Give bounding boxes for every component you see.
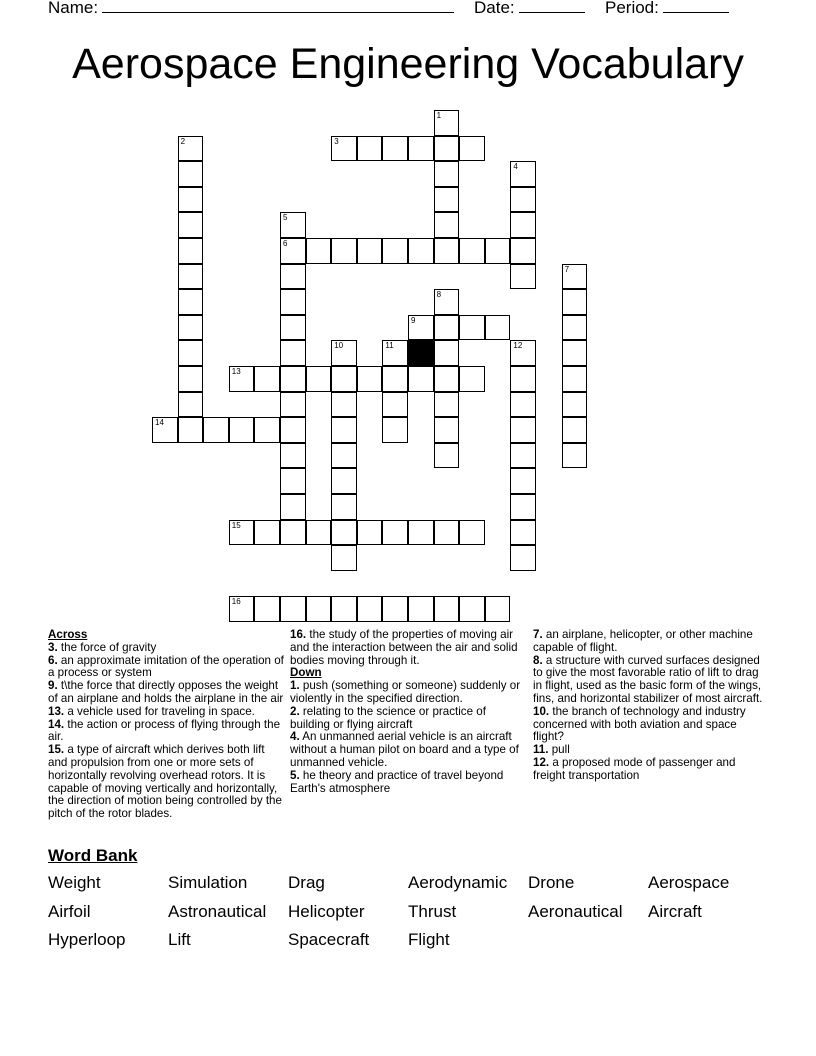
- grid-cell[interactable]: [331, 494, 357, 520]
- grid-cell[interactable]: [562, 264, 588, 290]
- grid-cell[interactable]: [331, 366, 357, 392]
- grid-cell[interactable]: [562, 340, 588, 366]
- cell-number: 2: [180, 136, 186, 146]
- grid-cell[interactable]: [229, 417, 255, 443]
- clue-down-8: 8. a structure with curved surfaces designed to give the most favorable ratio of lift to drag in flight, used as the basic form of the wings, fins, and horizontal stabilizer of most aircraft.: [533, 653, 763, 705]
- grid-cell[interactable]: [434, 520, 460, 546]
- grid-cell[interactable]: [254, 366, 280, 392]
- word-bank-item: Thrust: [408, 901, 457, 921]
- grid-cell[interactable]: [510, 520, 536, 546]
- cell-number: 15: [231, 520, 241, 530]
- grid-cell[interactable]: [280, 520, 306, 546]
- grid-cell[interactable]: [306, 520, 332, 546]
- clue-across-3: 3. the force of gravity: [48, 640, 157, 654]
- down-heading: Down: [290, 666, 322, 680]
- grid-cell[interactable]: [510, 443, 536, 469]
- grid-cell[interactable]: [510, 238, 536, 264]
- grid-cell[interactable]: [408, 520, 434, 546]
- grid-cell[interactable]: [178, 264, 204, 290]
- grid-cell[interactable]: [459, 315, 485, 341]
- cell-number: 4: [513, 162, 518, 172]
- cell-number: 3: [334, 136, 339, 146]
- grid-cell[interactable]: [562, 366, 588, 392]
- grid-cell[interactable]: [382, 417, 408, 443]
- cell-number: 12: [513, 341, 523, 351]
- grid-cell[interactable]: [357, 596, 383, 622]
- cell-number: 7: [564, 264, 570, 274]
- grid-cell[interactable]: [178, 417, 204, 443]
- word-bank-item: Airfoil: [48, 901, 91, 921]
- grid-cell[interactable]: [434, 161, 460, 187]
- grid-cell[interactable]: [357, 238, 383, 264]
- grid-cell[interactable]: [382, 366, 408, 392]
- grid-cell[interactable]: [152, 417, 178, 443]
- black-cell: [408, 340, 434, 366]
- grid-cell[interactable]: [562, 289, 588, 315]
- clue-across-14: 14. the action or process of flying through the air.: [48, 717, 281, 744]
- grid-cell[interactable]: [280, 596, 306, 622]
- clues-column-2: [290, 629, 522, 795]
- grid-cell[interactable]: [229, 366, 255, 392]
- grid-cell[interactable]: [280, 417, 306, 443]
- grid-cell[interactable]: [331, 596, 357, 622]
- word-bank-item: Aircraft: [648, 901, 702, 921]
- word-bank-item: Simulation: [168, 873, 248, 892]
- grid-cell[interactable]: [280, 443, 306, 469]
- grid-cell[interactable]: [434, 315, 460, 341]
- grid-cell[interactable]: [331, 443, 357, 469]
- grid-cell[interactable]: [510, 161, 536, 187]
- name-field[interactable]: [48, 0, 454, 18]
- cell-number: 9: [411, 315, 416, 325]
- grid-cell[interactable]: [382, 340, 408, 366]
- word-bank-item: Weight: [48, 873, 101, 892]
- grid-cell[interactable]: [562, 417, 588, 443]
- word-bank-item: Astronautical: [168, 901, 267, 921]
- grid-cell[interactable]: [562, 315, 588, 341]
- grid-cell[interactable]: [485, 596, 511, 622]
- clues-column-3: [533, 629, 769, 783]
- grid-cell[interactable]: [434, 443, 460, 469]
- grid-cell[interactable]: [510, 187, 536, 213]
- grid-cell[interactable]: [562, 443, 588, 469]
- grid-cell[interactable]: [280, 264, 306, 290]
- clues-column-1: [48, 629, 284, 821]
- grid-cell[interactable]: [331, 238, 357, 264]
- period-field[interactable]: [605, 0, 729, 18]
- word-bank-title: Word Bank: [48, 846, 138, 865]
- grid-cell[interactable]: [178, 340, 204, 366]
- word-bank-item: Helicopter: [288, 901, 365, 921]
- grid-cell[interactable]: [280, 494, 306, 520]
- grid-cell[interactable]: [459, 366, 485, 392]
- grid-cell[interactable]: [459, 596, 485, 622]
- grid-cell[interactable]: [434, 289, 460, 315]
- grid-cell[interactable]: [306, 238, 332, 264]
- grid-cell[interactable]: [562, 392, 588, 418]
- grid-cell[interactable]: [434, 187, 460, 213]
- cell-number: 16: [231, 597, 241, 607]
- grid-cell[interactable]: [510, 468, 536, 494]
- grid-cell[interactable]: [280, 315, 306, 341]
- grid-cell[interactable]: [254, 417, 280, 443]
- clue-across-16: 16. the study of the properties of moving air and the interaction between the air and solid bodies moving through it.: [290, 628, 518, 667]
- clue-down-7: 7. an airplane, helicopter, or other machine capable of flight.: [533, 628, 753, 654]
- grid-cell[interactable]: [280, 366, 306, 392]
- date-label: Date:: [474, 0, 515, 17]
- grid-cell[interactable]: [306, 366, 332, 392]
- clue-down-4: 4. An unmanned aerial vehicle is an aircraft without a human pilot on board and a type of unmanned vehicle.: [290, 730, 519, 769]
- grid-cell[interactable]: [254, 520, 280, 546]
- grid-cell[interactable]: [382, 596, 408, 622]
- grid-cell[interactable]: [331, 520, 357, 546]
- grid-cell[interactable]: [331, 545, 357, 571]
- clue-down-10: 10. the branch of technology and industry concerned with both aviation and space flight?: [533, 704, 746, 744]
- grid-cell[interactable]: [382, 520, 408, 546]
- grid-cell[interactable]: [178, 315, 204, 341]
- grid-cell[interactable]: [434, 417, 460, 443]
- grid-cell[interactable]: [434, 340, 460, 366]
- cell-number: 13: [231, 367, 241, 376]
- grid-cell[interactable]: [178, 212, 204, 238]
- grid-cell[interactable]: [280, 289, 306, 315]
- word-bank-item: Flight: [408, 930, 450, 949]
- across-heading: Across: [48, 628, 88, 641]
- clue-across-9: 9. t\the force that directly opposes the weight of an airplane and holds the airplane in the air: [48, 679, 284, 705]
- grid-cell[interactable]: [408, 366, 434, 392]
- word-bank-item: Drag: [288, 873, 325, 892]
- name-label: Name:: [48, 0, 99, 17]
- grid-cell[interactable]: [280, 238, 306, 264]
- word-bank-item: Drone: [528, 873, 575, 892]
- grid-cell[interactable]: [510, 417, 536, 443]
- grid-cell[interactable]: [434, 212, 460, 238]
- grid-cell[interactable]: [408, 238, 434, 264]
- clue-across-6: 6. an approximate imitation of the operation of a process or system: [48, 653, 284, 680]
- clue-across-13: 13. a vehicle used for traveling in space.: [48, 704, 255, 718]
- cell-number: 14: [155, 418, 164, 428]
- grid-cell[interactable]: [434, 366, 460, 392]
- grid-cell[interactable]: [331, 392, 357, 418]
- grid-cell[interactable]: [357, 366, 383, 392]
- clue-across-15: 15. a type of aircraft which derives both lift and propulsion from one or more sets of horizontally revolving overhead rotors. It is capable of moving vertically and horizontally, the direction of motion being controlled by the pitch of the rotor blades.: [48, 743, 282, 821]
- grid-cell[interactable]: [280, 468, 306, 494]
- grid-cell[interactable]: [510, 366, 536, 392]
- grid-cell[interactable]: [280, 392, 306, 418]
- word-bank-item: Aerodynamic: [408, 873, 508, 892]
- grid-cell[interactable]: [178, 187, 204, 213]
- grid-cell[interactable]: [331, 340, 357, 366]
- cell-number: 10: [334, 341, 344, 351]
- name-blank[interactable]: [102, 0, 454, 13]
- page-title: Aerospace Engineering Vocabulary: [72, 40, 744, 88]
- grid-cell[interactable]: [510, 545, 536, 571]
- grid-cell[interactable]: [408, 136, 434, 162]
- grid-cell[interactable]: [280, 212, 306, 238]
- grid-cell[interactable]: [510, 264, 536, 290]
- grid-cell[interactable]: [434, 596, 460, 622]
- grid-cell[interactable]: [485, 238, 511, 264]
- grid-cell[interactable]: [357, 520, 383, 546]
- grid-cell[interactable]: [280, 340, 306, 366]
- date-field[interactable]: [474, 0, 585, 18]
- grid-cell[interactable]: [178, 289, 204, 315]
- grid-cell[interactable]: [331, 468, 357, 494]
- grid-cell[interactable]: [178, 392, 204, 418]
- cell-number: 5: [283, 213, 288, 223]
- cell-number: 8: [436, 290, 442, 300]
- grid-cell[interactable]: [434, 110, 460, 136]
- cell-number: 6: [283, 239, 288, 248]
- word-bank-item: Aerospace: [648, 873, 730, 892]
- grid-cell[interactable]: [434, 136, 460, 162]
- grid-cell[interactable]: [178, 161, 204, 187]
- grid-cell[interactable]: [178, 136, 204, 162]
- grid-cell[interactable]: [485, 315, 511, 341]
- grid-cell[interactable]: [510, 494, 536, 520]
- grid-cell[interactable]: [510, 340, 536, 366]
- grid-cell[interactable]: [382, 392, 408, 418]
- grid-cell[interactable]: [331, 417, 357, 443]
- grid-cell[interactable]: [229, 596, 255, 622]
- grid-cell[interactable]: [357, 136, 383, 162]
- grid-cell[interactable]: [203, 417, 229, 443]
- date-blank[interactable]: [519, 0, 585, 13]
- cell-number: 11: [385, 341, 394, 351]
- grid-cell[interactable]: [459, 238, 485, 264]
- grid-cell[interactable]: [434, 392, 460, 418]
- grid-cell[interactable]: [434, 238, 460, 264]
- clue-down-5: 5. he theory and practice of travel beyond Earth's atmosphere: [290, 768, 504, 795]
- grid-cell[interactable]: [510, 392, 536, 418]
- word-bank-item: Spacecraft: [288, 930, 370, 949]
- word-bank-item: Hyperloop: [48, 930, 126, 949]
- clue-down-11: 11. pull: [533, 743, 570, 757]
- grid-cell[interactable]: [408, 596, 434, 622]
- grid-cell[interactable]: [459, 520, 485, 546]
- period-label: Period:: [605, 0, 659, 17]
- grid-cell[interactable]: [254, 596, 280, 622]
- grid-cell[interactable]: [459, 136, 485, 162]
- period-blank[interactable]: [663, 0, 729, 13]
- grid-cell[interactable]: [306, 596, 332, 622]
- word-bank-item: Aeronautical: [528, 901, 623, 921]
- clue-down-12: 12. a proposed mode of passenger and freight transportation: [533, 755, 736, 782]
- grid-cell[interactable]: [382, 238, 408, 264]
- grid-cell[interactable]: [408, 315, 434, 341]
- grid-cell[interactable]: [331, 136, 357, 162]
- clue-down-2: 2. relating to the science or practice of building or flying aircraft: [290, 704, 486, 731]
- word-bank-item: Lift: [168, 930, 191, 949]
- grid-cell[interactable]: [382, 136, 408, 162]
- grid-cell[interactable]: [178, 238, 204, 264]
- cell-number: 1: [436, 111, 442, 120]
- grid-cell[interactable]: [510, 212, 536, 238]
- grid-cell[interactable]: [178, 366, 204, 392]
- grid-cell[interactable]: [229, 520, 255, 546]
- clue-down-1: 1. push (something or someone) suddenly or violently in the specified direction.: [290, 679, 521, 705]
